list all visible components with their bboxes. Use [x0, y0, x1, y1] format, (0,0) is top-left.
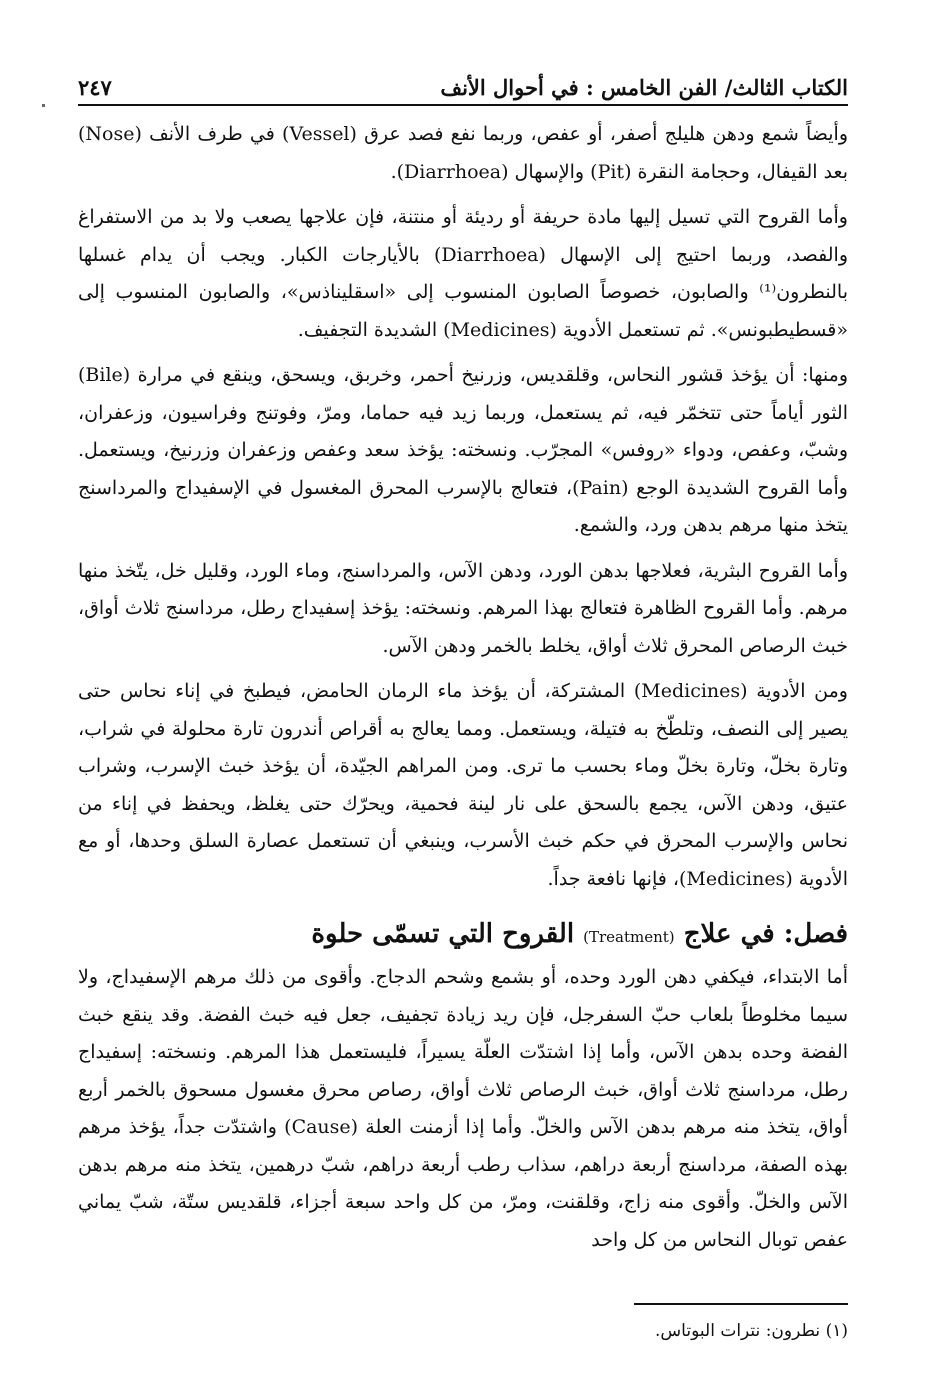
header-title: الكتاب الثالث/ الفن الخامس : في أحوال الأنف — [440, 75, 848, 100]
footnote-text: نطرون: نترات البوتاس. — [655, 1321, 821, 1341]
page-number: ٢٤٧ — [78, 75, 112, 100]
footnote — [655, 1316, 848, 1346]
paragraph-4: وأما القروح البثرية، فعلاجها بدهن الورد، ودهن الآس، والمرداسنج، وماء الورد، وقليل خل، يتّخذ منها مرهم. وأما القروح الظاهرة فتعالج بهذا المرهم. ونسخته: يؤخذ إسفيداج رطل، مرداسنج ثلاث أواق، خبث الرصاص المحرق ثلاث أواق، يخلط بالخمر ودهن الآس. — [78, 559, 848, 657]
running-header — [78, 62, 848, 100]
heading-suffix: القروح التي تسمّى حلوة — [311, 919, 575, 949]
paragraph-2: وأما القروح التي تسيل إليها مادة حريفة أو رديئة أو منتنة، فإن علاجها يصعب ولا بد من الاستفراغ والفصد، وربما احتيج إلى الإسهال (Diarrhoea) بالأيارجات الكبار. ويجب أن يدام غسلها بالنطرون⁽¹⁾ والصابون، خصوصاً الصابون المنسوب إلى «اسقليناذس»، والصابون المنسوب إلى «قسطيطبونس». ثم تستعمل الأدوية (Medicines) الشديدة التجفيف. — [78, 206, 848, 341]
paragraph-3: ومنها: أن يؤخذ قشور النحاس، وقلقديس، وزرنيخ أحمر، وخربق، ويسحق، وينقع في مرارة (Bile) الثور أياماً حتى تتخمّر فيه، ثم يستعمل، وربما زيد فيه حماما، ومرّ، وفوتنج وفراسيون، وزعفران، وشبّ، وعفص، ودواء «روفس» المجرّب. ونسخته: يؤخذ سعد وعفص وزعفران وزرنيخ، ويستعمل. وأما القروح الشديدة الوجع (Pain)، فتعالج بالإسرب المحرق المغسول في الإسفيداج والمرداسنج يتخذ منها مرهم بدهن ورد، والشمع. — [78, 364, 848, 536]
heading-prefix: فصل: في علاج — [683, 919, 848, 949]
header-rule — [78, 104, 848, 106]
heading-term: (Treatment) — [583, 928, 675, 946]
paragraph-5: ومن الأدوية (Medicines) المشتركة، أن يؤخذ ماء الرمان الحامض، فيطبخ في إناء نحاس حتى يصير إلى النصف، وتلطّخ به فتيلة، ويستعمل. ومما يعالج به أقراص أندرون تارة محلولة في شراب، وتارة بخلّ، وتارة بخلّ وماء بحسب ما ترى. ومن المراهم الجيّدة، أن يؤخذ خبث الإسرب، وشراب عتيق، ودهن الآس، يجمع بالسحق على نار لينة فحمية، ويحرّك حتى يغلظ، ويحفظ في إناء من نحاس والإسرب المحرق في حكم خبث الأسرب، وينبغي أن تستعمل عصارة السلق وحدها، أو مع الأدوية (Medicines)، فإنها نافعة جداً. — [78, 680, 848, 890]
footnote-rule — [634, 1303, 848, 1305]
margin-dot — [42, 104, 45, 107]
footnote-marker: (١) — [825, 1321, 848, 1341]
page-body — [78, 62, 848, 1267]
section-body: أما الابتداء، فيكفي دهن الورد وحده، أو بشمع وشحم الدجاج. وأقوى من ذلك مرهم الإسفيداج، ولا سيما مخلوطاً بلعاب حبّ السفرجل، فإن ريد زيادة تجفيف، جعل فيه خبث الفضة. وقد ينقع خبث الفضة وحده بدهن الآس، وأما إذا اشتدّت العلّة يسيراً، فليستعمل هذا المرهم. ونسخته: إسفيداج رطل، مرداسنج ثلاث أواق، خبث الرصاص ثلاث أواق، رصاص محرق مغسول مسحوق بالخمر أربع أواق، يتخذ منه مرهم بدهن الآس والخلّ. وأما إذا أزمنت العلة (Cause) واشتدّت جداً، يؤخذ مرهم بهذه الصفة، مرداسنج أربعة دراهم، سذاب رطب أربعة دراهم، شبّ درهمين، يتخذ منه مرهم بدهن الآس والخلّ. وأقوى منه زاج، وقلقنت، ومرّ، من كل واحد سبعة أجزاء، قلقديس ستّة، شبّ يماني عفص توبال النحاس من كل واحد — [78, 966, 848, 1251]
section-heading — [78, 912, 848, 959]
paragraph-1: وأيضاً شمع ودهن هليلج أصفر، أو عفص، وربما نفع فصد عرق (Vessel) في طرف الأنف (Nose) بعد القيفال، وحجامة النقرة (Pit) والإسهال (Diarrhoea). — [78, 123, 848, 183]
